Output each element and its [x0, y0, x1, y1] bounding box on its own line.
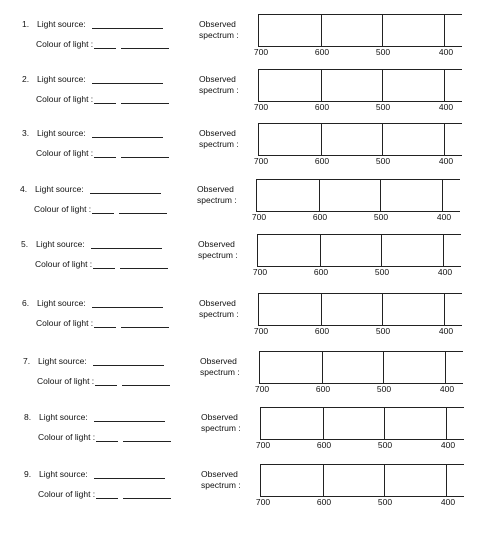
- colour-of-light-label: Colour of light :: [34, 204, 92, 214]
- light-source-label: Light source:: [35, 184, 84, 194]
- spectrum-box[interactable]: [255, 464, 464, 507]
- wavelength-label: 700: [253, 326, 269, 336]
- tick-500: [383, 352, 384, 383]
- tick-600: [321, 15, 322, 46]
- light-source-label: Light source:: [37, 74, 86, 84]
- wavelength-label: 400: [440, 497, 456, 507]
- colour-of-light-blank-1[interactable]: [96, 441, 118, 442]
- spectrum-label: spectrum :: [197, 195, 237, 205]
- wavelength-label: 500: [376, 384, 392, 394]
- wavelength-label: 500: [375, 156, 391, 166]
- colour-of-light-label: Colour of light :: [38, 489, 96, 499]
- tick-600: [321, 124, 322, 155]
- spectrum-box[interactable]: [252, 234, 461, 277]
- item-number: 4.: [20, 184, 28, 194]
- light-source-blank[interactable]: [90, 193, 161, 194]
- tick-600: [319, 180, 320, 211]
- observed-label: Observed: [201, 469, 238, 479]
- observed-label: Observed: [199, 74, 236, 84]
- observed-spectrum-label: [200, 356, 240, 378]
- spectrum-entry-1: [0, 17, 500, 67]
- spectrum-label: spectrum :: [198, 250, 238, 260]
- wavelength-label: 700: [252, 267, 268, 277]
- wavelength-label: 400: [438, 326, 454, 336]
- item-number: 5.: [21, 239, 29, 249]
- observed-spectrum-label: [197, 184, 237, 206]
- tick-400: [444, 70, 445, 101]
- observed-label: Observed: [200, 356, 237, 366]
- observed-spectrum-label: [198, 239, 238, 261]
- tick-600: [323, 465, 324, 496]
- spectrum-box[interactable]: [253, 14, 462, 57]
- tick-400: [443, 235, 444, 266]
- item-number: 9.: [24, 469, 32, 479]
- light-source-blank[interactable]: [92, 307, 163, 308]
- wavelength-label: 500: [375, 102, 391, 112]
- spectrum-label: spectrum :: [199, 309, 239, 319]
- wavelength-label: 400: [437, 267, 453, 277]
- wavelength-label: 600: [316, 440, 332, 450]
- tick-400: [444, 15, 445, 46]
- light-source-label: Light source:: [37, 128, 86, 138]
- light-source-blank[interactable]: [92, 137, 163, 138]
- colour-of-light-label: Colour of light :: [36, 39, 94, 49]
- colour-of-light-blank-1[interactable]: [92, 213, 114, 214]
- colour-of-light-blank-2[interactable]: [121, 157, 169, 158]
- tick-400: [445, 352, 446, 383]
- colour-of-light-blank-1[interactable]: [95, 385, 117, 386]
- light-source-blank[interactable]: [92, 83, 163, 84]
- wavelength-label: 500: [375, 47, 391, 57]
- tick-500: [382, 124, 383, 155]
- tick-400: [444, 124, 445, 155]
- colour-of-light-blank-1[interactable]: [94, 157, 116, 158]
- wavelength-label: 500: [374, 267, 390, 277]
- observed-label: Observed: [199, 298, 236, 308]
- light-source-blank[interactable]: [94, 478, 165, 479]
- spectrum-entry-9: [2, 467, 500, 517]
- spectrum-box[interactable]: [255, 407, 464, 450]
- wavelength-label: 600: [314, 156, 330, 166]
- observed-spectrum-label: [199, 74, 239, 96]
- tick-700: [258, 15, 259, 46]
- tick-500: [384, 465, 385, 496]
- colour-of-light-blank-2[interactable]: [123, 498, 171, 499]
- colour-of-light-blank-1[interactable]: [94, 48, 116, 49]
- wavelength-label: 700: [253, 47, 269, 57]
- tick-700: [256, 180, 257, 211]
- light-source-label: Light source:: [39, 469, 88, 479]
- light-source-blank[interactable]: [93, 365, 164, 366]
- tick-500: [381, 235, 382, 266]
- observed-label: Observed: [197, 184, 234, 194]
- colour-of-light-blank-2[interactable]: [122, 385, 170, 386]
- light-source-blank[interactable]: [91, 248, 162, 249]
- wavelength-label: 500: [373, 212, 389, 222]
- wavelength-label: 600: [314, 47, 330, 57]
- tick-500: [382, 70, 383, 101]
- observed-spectrum-label: [199, 128, 239, 150]
- wavelength-label: 500: [375, 326, 391, 336]
- colour-of-light-label: Colour of light :: [36, 94, 94, 104]
- wavelength-label: 500: [377, 440, 393, 450]
- tick-600: [321, 70, 322, 101]
- wavelength-label: 400: [438, 156, 454, 166]
- tick-600: [320, 235, 321, 266]
- light-source-label: Light source:: [37, 298, 86, 308]
- item-number: 6.: [22, 298, 30, 308]
- observed-label: Observed: [198, 239, 235, 249]
- wavelength-label: 600: [313, 267, 329, 277]
- tick-700: [258, 124, 259, 155]
- colour-of-light-label: Colour of light :: [35, 259, 93, 269]
- spectrum-box[interactable]: [254, 351, 463, 394]
- colour-of-light-blank-1[interactable]: [94, 103, 116, 104]
- item-number: 1.: [22, 19, 30, 29]
- spectrum-box[interactable]: [251, 179, 460, 222]
- item-number: 2.: [22, 74, 30, 84]
- spectrum-label: spectrum :: [201, 480, 241, 490]
- spectrum-entry-2: [0, 72, 500, 122]
- colour-of-light-blank-2[interactable]: [120, 268, 168, 269]
- tick-400: [444, 294, 445, 325]
- wavelength-label: 400: [438, 47, 454, 57]
- tick-700: [258, 70, 259, 101]
- observed-label: Observed: [199, 19, 236, 29]
- tick-600: [323, 408, 324, 439]
- spectrum-label: spectrum :: [199, 30, 239, 40]
- observed-label: Observed: [201, 412, 238, 422]
- wavelength-label: 600: [312, 212, 328, 222]
- tick-600: [321, 294, 322, 325]
- wavelength-label: 700: [255, 440, 271, 450]
- item-number: 7.: [23, 356, 31, 366]
- spectrum-entry-3: [0, 126, 500, 176]
- colour-of-light-blank-1[interactable]: [93, 268, 115, 269]
- item-number: 3.: [22, 128, 30, 138]
- light-source-label: Light source:: [38, 356, 87, 366]
- wavelength-label: 400: [438, 102, 454, 112]
- tick-700: [260, 465, 261, 496]
- colour-of-light-label: Colour of light :: [36, 318, 94, 328]
- item-number: 8.: [24, 412, 32, 422]
- tick-500: [382, 15, 383, 46]
- spectrum-entry-6: [0, 296, 500, 346]
- colour-of-light-label: Colour of light :: [37, 376, 95, 386]
- wavelength-label: 700: [251, 212, 267, 222]
- tick-700: [257, 235, 258, 266]
- wavelength-label: 500: [377, 497, 393, 507]
- wavelength-label: 600: [316, 497, 332, 507]
- observed-spectrum-label: [201, 412, 241, 434]
- wavelength-label: 700: [253, 156, 269, 166]
- spectrum-box[interactable]: [253, 69, 462, 112]
- light-source-label: Light source:: [37, 19, 86, 29]
- spectrum-box[interactable]: [253, 293, 462, 336]
- colour-of-light-blank-1[interactable]: [94, 327, 116, 328]
- spectrum-box[interactable]: [253, 123, 462, 166]
- wavelength-label: 400: [439, 384, 455, 394]
- spectrum-entry-8: [2, 410, 500, 460]
- colour-of-light-blank-2[interactable]: [119, 213, 167, 214]
- light-source-blank[interactable]: [92, 28, 163, 29]
- observed-label: Observed: [199, 128, 236, 138]
- wavelength-label: 700: [253, 102, 269, 112]
- tick-400: [446, 408, 447, 439]
- wavelength-label: 700: [255, 497, 271, 507]
- colour-of-light-label: Colour of light :: [36, 148, 94, 158]
- wavelength-label: 400: [440, 440, 456, 450]
- tick-700: [258, 294, 259, 325]
- spectrum-entry-7: [1, 354, 500, 404]
- spectrum-label: spectrum :: [199, 139, 239, 149]
- observed-spectrum-label: [199, 19, 239, 41]
- tick-700: [260, 408, 261, 439]
- spectrum-label: spectrum :: [200, 367, 240, 377]
- spectrum-label: spectrum :: [199, 85, 239, 95]
- tick-500: [384, 408, 385, 439]
- colour-of-light-blank-1[interactable]: [96, 498, 118, 499]
- colour-of-light-blank-2[interactable]: [123, 441, 171, 442]
- light-source-blank[interactable]: [94, 421, 165, 422]
- wavelength-label: 700: [254, 384, 270, 394]
- tick-700: [259, 352, 260, 383]
- colour-of-light-blank-2[interactable]: [121, 327, 169, 328]
- wavelength-label: 600: [314, 326, 330, 336]
- light-source-label: Light source:: [36, 239, 85, 249]
- light-source-label: Light source:: [39, 412, 88, 422]
- tick-400: [442, 180, 443, 211]
- spectrum-entry-4: [0, 182, 498, 232]
- wavelength-label: 600: [314, 102, 330, 112]
- spectrum-label: spectrum :: [201, 423, 241, 433]
- observed-spectrum-label: [201, 469, 241, 491]
- colour-of-light-blank-2[interactable]: [121, 103, 169, 104]
- colour-of-light-label: Colour of light :: [38, 432, 96, 442]
- tick-500: [382, 294, 383, 325]
- observed-spectrum-label: [199, 298, 239, 320]
- tick-400: [446, 465, 447, 496]
- tick-600: [322, 352, 323, 383]
- colour-of-light-blank-2[interactable]: [121, 48, 169, 49]
- wavelength-label: 600: [315, 384, 331, 394]
- wavelength-label: 400: [436, 212, 452, 222]
- spectrum-entry-5: [0, 237, 499, 287]
- tick-500: [380, 180, 381, 211]
